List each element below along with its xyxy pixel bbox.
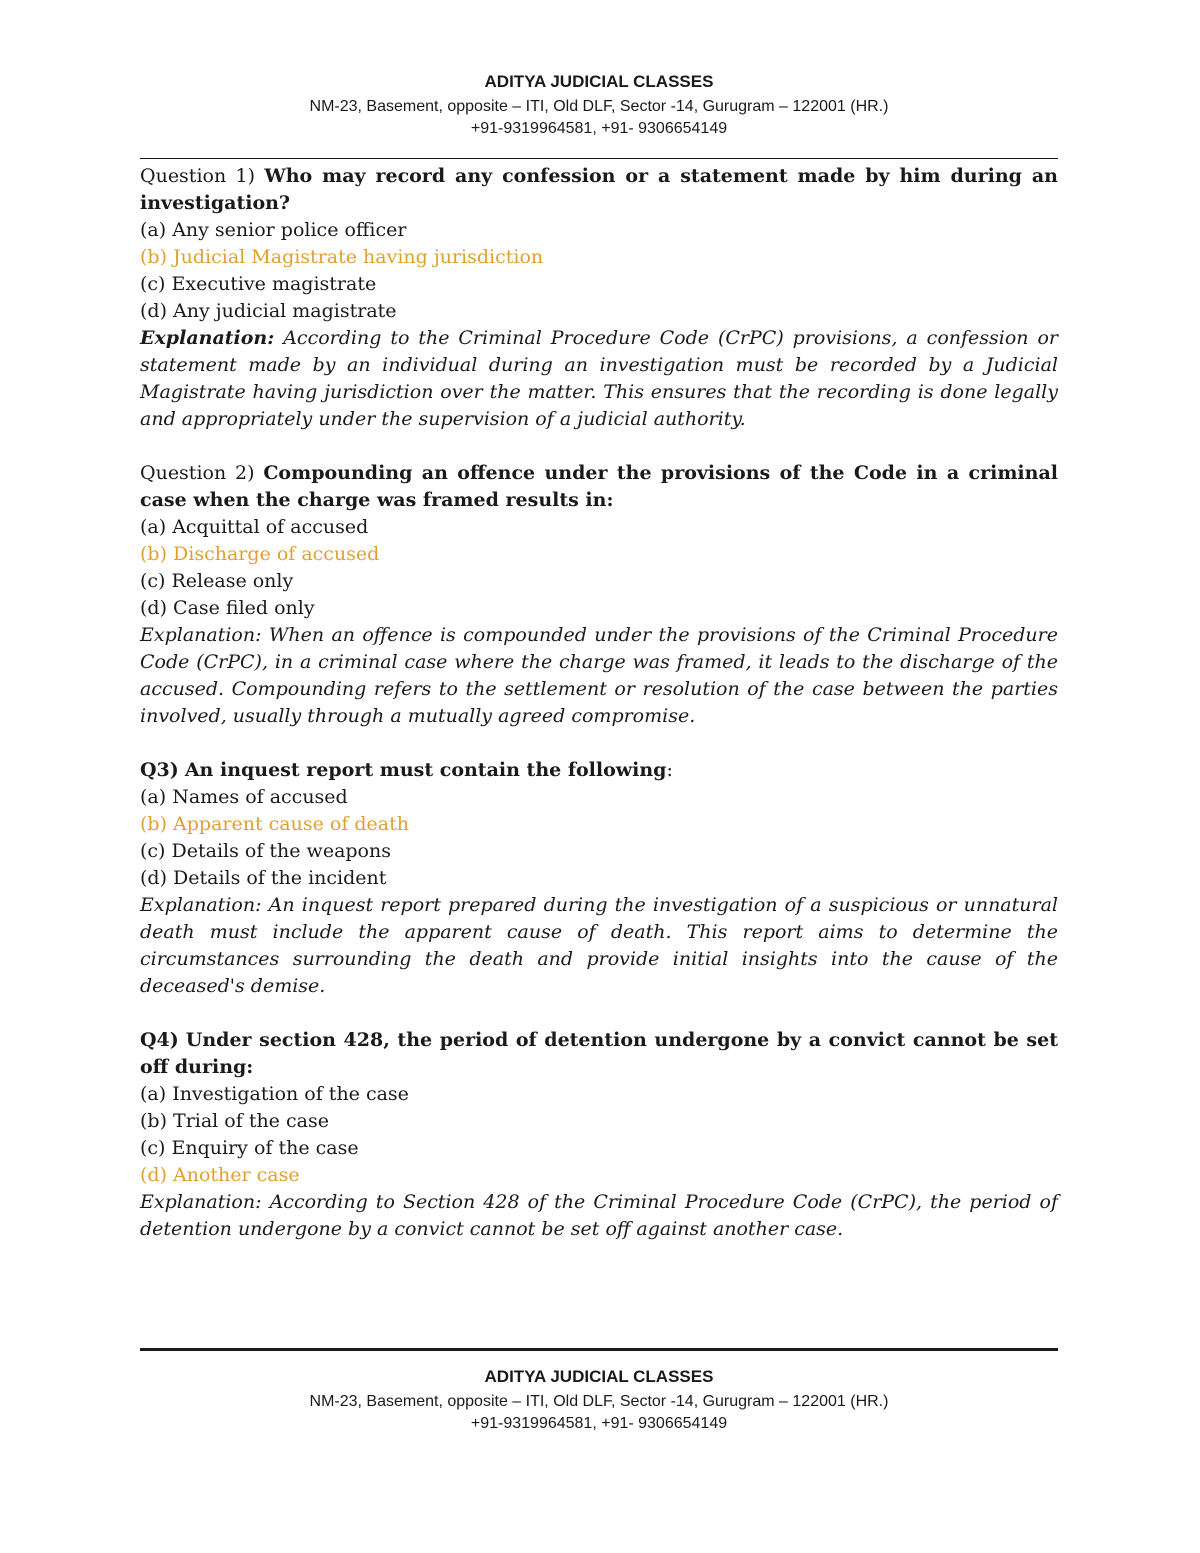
question-1-option-c: (c) Executive magistrate [140, 273, 377, 295]
header-divider [140, 158, 1058, 159]
question-1-explanation-label: Explanation: [140, 327, 275, 349]
question-4-option-c: (c) Enquiry of the case [140, 1137, 359, 1159]
footer-divider [140, 1348, 1058, 1351]
header-phones: +91-9319964581, +91- 9306654149 [470, 120, 728, 137]
question-4-option-d-correct: (d) Another case [140, 1164, 300, 1186]
question-2-explanation-text: When an offence is compounded under the provisions of the Criminal Procedure Code (CrPC), in a criminal case where the charge was framed, it leads to the discharge of the accused. Compounding refers to the settlement or resolution of the case between the parties involved, usually through a mutually agreed compromise. [140, 624, 1058, 727]
question-2 [140, 460, 1058, 730]
question-1-explanation-text: According to the Criminal Procedure Code (CrPC) provisions, a confession or statement made by an individual during an investigation must be recorded by a Judicial Magistrate having jurisdiction over the matter. This ensures that the recording is done legally and appropriately under the supervision of a judicial authority. [140, 327, 1058, 430]
question-2-option-d: (d) Case filed only [140, 597, 315, 619]
question-3-explanation-label: Explanation: [140, 894, 262, 916]
question-2-text [140, 460, 1058, 514]
question-4-option-b: (b) Trial of the case [140, 1110, 329, 1132]
question-4-text [140, 1027, 1058, 1081]
question-3-option-d: (d) Details of the incident [140, 867, 387, 889]
header-address: NM-23, Basement, opposite – ITI, Old DLF, Sector -14, Gurugram – 122001 (HR.) [309, 98, 889, 115]
header-title: ADITYA JUDICIAL CLASSES [484, 72, 714, 91]
question-2-prefix: Question 2) [140, 462, 255, 484]
question-3-explanation [140, 892, 1058, 1000]
question-2-option-c: (c) Release only [140, 570, 294, 592]
footer [140, 1348, 1058, 1435]
footer-title: ADITYA JUDICIAL CLASSES [484, 1367, 714, 1386]
question-list [140, 163, 1058, 1243]
question-2-explanation [140, 622, 1058, 730]
question-2-stem: Compounding an offence under the provisions of the Code in a criminal case when the charge was framed results in: [140, 462, 1058, 511]
question-3-option-a: (a) Names of accused [140, 786, 348, 808]
footer-address: NM-23, Basement, opposite – ITI, Old DLF, Sector -14, Gurugram – 122001 (HR.) [309, 1393, 889, 1410]
question-4-explanation-label: Explanation: [140, 1191, 262, 1213]
question-2-option-b-correct: (b) Discharge of accused [140, 543, 380, 565]
question-4 [140, 1027, 1058, 1243]
header [140, 68, 1058, 140]
question-1 [140, 163, 1058, 433]
question-3-prefix: Q3) [140, 759, 179, 781]
question-1-option-d: (d) Any judicial magistrate [140, 300, 397, 322]
question-1-text [140, 163, 1058, 217]
page-body [140, 68, 1058, 1270]
question-4-option-a: (a) Investigation of the case [140, 1083, 409, 1105]
question-3-explanation-text: An inquest report prepared during the investigation of a suspicious or unnatural death must include the apparent cause of death. This report aims to determine the circumstances surrounding the death and provide initial insights into the cause of the deceased's demise. [140, 894, 1058, 997]
question-4-stem: Under section 428, the period of detention undergone by a convict cannot be set off during: [140, 1029, 1058, 1078]
question-2-explanation-label: Explanation: [140, 624, 262, 646]
question-3-stem: An inquest report must contain the following [184, 759, 667, 781]
question-4-explanation [140, 1189, 1058, 1243]
question-3-text [140, 757, 1058, 784]
question-1-option-b-correct: (b) Judicial Magistrate having jurisdiction [140, 246, 544, 268]
question-1-explanation [140, 325, 1058, 433]
question-3-colon: : [666, 759, 673, 781]
question-3 [140, 757, 1058, 1000]
question-1-prefix: Question 1) [140, 165, 256, 187]
question-1-option-a: (a) Any senior police officer [140, 219, 407, 241]
footer-phones: +91-9319964581, +91- 9306654149 [470, 1415, 728, 1432]
question-3-option-b-correct: (b) Apparent cause of death [140, 813, 409, 835]
question-2-option-a: (a) Acquittal of accused [140, 516, 369, 538]
question-1-stem: Who may record any confession or a statement made by him during an investigation? [140, 165, 1058, 214]
footer-block [140, 1363, 1058, 1435]
question-4-explanation-text: According to Section 428 of the Criminal Procedure Code (CrPC), the period of detention undergone by a convict cannot be set off against another case. [140, 1191, 1058, 1240]
question-4-prefix: Q4) [140, 1029, 179, 1051]
question-3-option-c: (c) Details of the weapons [140, 840, 391, 862]
